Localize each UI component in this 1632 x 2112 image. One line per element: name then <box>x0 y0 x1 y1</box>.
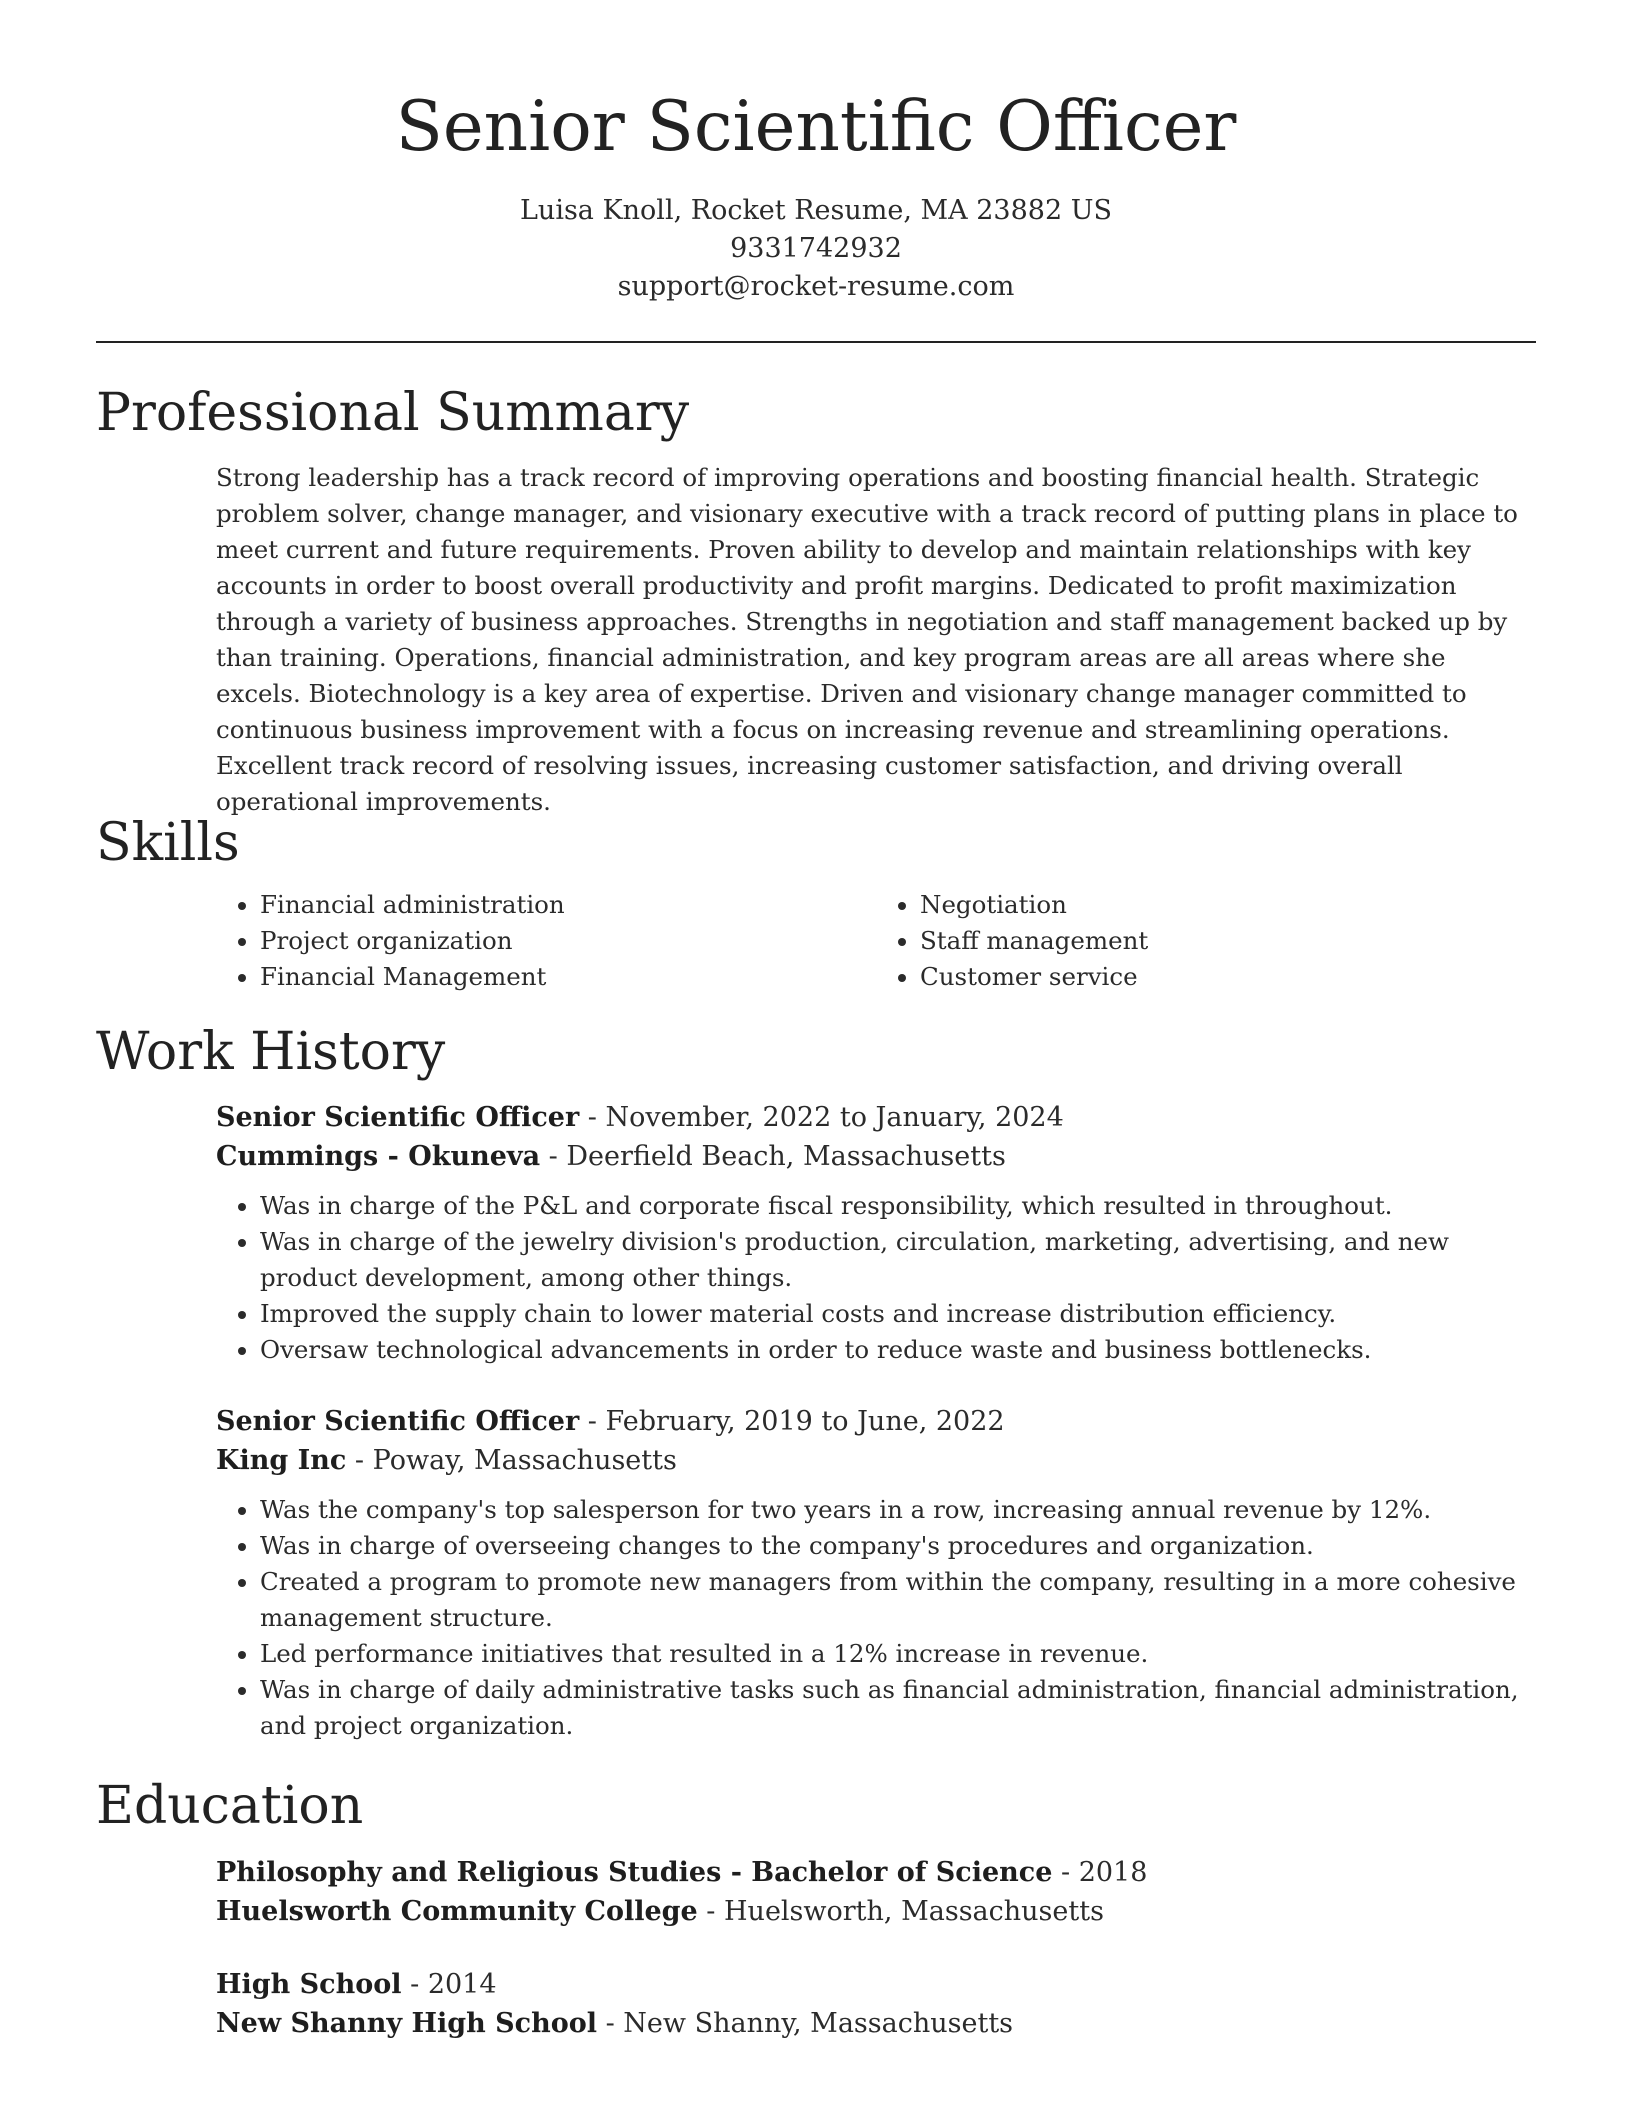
job-bullet: • Oversaw technological advancements in order to reduce waste and business bottlenecks. <box>260 1332 1536 1368</box>
skills-column-right <box>876 887 1536 995</box>
job-bullet: • Was the company's top salesperson for two years in a row, increasing annual revenue by 12%. <box>260 1492 1536 1528</box>
job-role: Senior Scientific Officer <box>216 1102 580 1133</box>
job-role: Senior Scientific Officer <box>216 1406 580 1437</box>
job-bullet: • Was in charge of the jewelry division's production, circulation, marketing, advertising, and new product development, among other things. <box>260 1224 1536 1296</box>
skill-item: • Staff management <box>920 923 1536 959</box>
job-company: King Inc <box>216 1445 347 1476</box>
skill-item: • Project organization <box>260 923 876 959</box>
job-bullets <box>216 1492 1536 1744</box>
education-location: - New Shanny, Massachusetts <box>597 2008 1014 2039</box>
job-company-line <box>216 1137 1536 1176</box>
job-bullet: • Led performance initiatives that resulted in a 12% increase in revenue. <box>260 1636 1536 1672</box>
job-title-line <box>216 1098 1536 1137</box>
summary-text: Strong leadership has a track record of improving operations and boosting financial health. Strategic problem solver, change manager, and visionary executive with a track record of putting plans in place to meet current and future requirements. Proven ability to develop and maintain relationships with key accounts in order to boost overall productivity and profit margins. Dedicated to profit maximization through a variety of business approaches. Strengths in negotiation and staff management backed up by than training. Operations, financial administration, and key program areas are all areas where she excels. Biotechnology is a key area of expertise. Driven and visionary change manager committed to continuous business improvement with a focus on increasing revenue and streamlining operations. Excellent track record of resolving issues, increasing customer satisfaction, and driving overall operational improvements. <box>216 463 1518 816</box>
job-bullet: • Was in charge of the P&L and corporate fiscal responsibility, which resulted in throughout. <box>260 1188 1536 1224</box>
education-entry <box>216 1965 1536 2043</box>
job-location: - Deerfield Beach, Massachusetts <box>540 1141 1006 1172</box>
contact-email: support@rocket-resume.com <box>617 271 1015 302</box>
skills-section <box>216 887 1536 995</box>
education-heading: Education <box>96 1776 364 1836</box>
job-company-line <box>216 1441 1536 1480</box>
resume-title: Senior Scientific Officer <box>395 87 1237 167</box>
work-history-heading: Work History <box>96 1022 446 1082</box>
job-dates: - November, 2022 to January, 2024 <box>579 1102 1064 1133</box>
education-school: New Shanny High School <box>216 2008 597 2039</box>
job-bullet: • Was in charge of daily administrative tasks such as financial administration, financial administration, and project organization. <box>260 1672 1536 1744</box>
education-year: - 2018 <box>1052 1857 1148 1888</box>
education-location: - Huelsworth, Massachusetts <box>697 1896 1104 1927</box>
education-entry <box>216 1853 1536 1931</box>
education-degree-line <box>216 1965 1536 2004</box>
education-degree: Philosophy and Religious Studies - Bachelor of Science <box>216 1857 1053 1888</box>
contact-address: Luisa Knoll, Rocket Resume, MA 23882 US <box>520 195 1112 226</box>
education-school-line <box>216 2004 1536 2043</box>
skill-item: • Customer service <box>920 959 1536 995</box>
resume-header <box>0 0 1632 306</box>
education-school: Huelsworth Community College <box>216 1896 698 1927</box>
contact-phone: 9331742932 <box>730 233 902 264</box>
job-bullets <box>216 1188 1536 1368</box>
job-dates: - February, 2019 to June, 2022 <box>579 1406 1005 1437</box>
education-year: - 2014 <box>401 1969 497 2000</box>
job-location: - Poway, Massachusetts <box>346 1445 677 1476</box>
job-entry <box>216 1402 1536 1744</box>
skills-heading: Skills <box>96 813 240 873</box>
job-entry <box>216 1098 1536 1368</box>
job-bullet: • Created a program to promote new managers from within the company, resulting in a more cohesive management structure. <box>260 1564 1536 1636</box>
contact-info <box>0 192 1632 306</box>
summary-section <box>216 460 1536 820</box>
skill-item: • Financial administration <box>260 887 876 923</box>
skill-item: • Financial Management <box>260 959 876 995</box>
job-bullet: • Was in charge of overseeing changes to the company's procedures and organization. <box>260 1528 1536 1564</box>
job-bullet: • Improved the supply chain to lower material costs and increase distribution efficiency. <box>260 1296 1536 1332</box>
education-degree: High School <box>216 1969 402 2000</box>
job-title-line <box>216 1402 1536 1441</box>
skill-item: • Negotiation <box>920 887 1536 923</box>
summary-heading: Professional Summary <box>96 383 690 443</box>
education-degree-line <box>216 1853 1536 1892</box>
education-school-line <box>216 1892 1536 1931</box>
job-company: Cummings - Okuneva <box>216 1141 541 1172</box>
header-divider <box>96 341 1536 343</box>
skills-column-left <box>216 887 876 995</box>
